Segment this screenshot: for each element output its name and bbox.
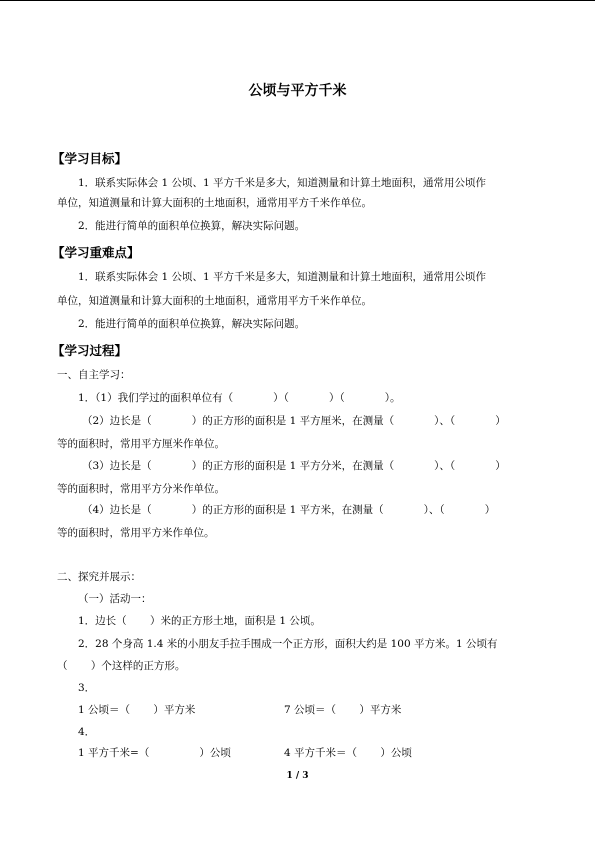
key-points-line-1: 1．联系实际体会 1 公顷、1 平方千米是多大，知道测量和计算土地面积，通常用公顷作: [78, 271, 487, 283]
part1-q4-line-2: 等的面积时，常用平方米作单位。: [57, 527, 215, 539]
goals-line-2: 单位，知道测量和计算大面积的土地面积，通常用平方千米作单位。: [57, 197, 372, 209]
part2-item-2-line-1: 2．28 个身高 1.4 米的小朋友手拉手围成一个正方形，面积大约是 100 平方米。1 公顷有: [78, 638, 498, 650]
section-heading-key-points: 【学习重难点】: [52, 245, 140, 260]
page-top-border: [0, 0, 595, 1]
part2-title: 二、探究并展示：: [57, 571, 141, 583]
part2-item-3-right: 7 公顷＝（ ）平方米: [284, 704, 402, 716]
key-points-line-2: 单位，知道测量和计算大面积的土地面积，通常用平方千米作单位。: [57, 295, 372, 307]
part2-item-4-label: 4．: [78, 726, 96, 738]
document-title: 公顷与平方千米: [248, 83, 347, 99]
key-points-line-3: 2．能进行简单的面积单位换算，解决实际问题。: [78, 318, 306, 330]
part2-activity-label: （一）活动一：: [78, 593, 152, 605]
part1-q3-line-2: 等的面积时，常用平方分米作单位。: [57, 483, 225, 495]
part2-item-2-line-2: （ ）个这样的正方形。: [57, 660, 186, 672]
part2-item-3-label: 3．: [78, 682, 96, 694]
goals-line-3: 2．能进行简单的面积单位换算，解决实际问题。: [78, 220, 306, 232]
part2-item-4-right: 4 平方千米＝（ ）公顷: [284, 747, 412, 759]
goals-line-1: 1．联系实际体会 1 公顷、1 平方千米是多大，知道测量和计算土地面积，通常用公顷作: [78, 177, 487, 189]
part2-item-1: 1．边长（ ）米的正方形土地，面积是 1 公顷。: [78, 615, 321, 627]
part2-item-3-left: 1 公顷＝（ ）平方米: [78, 704, 196, 716]
part1-q3-line-1: （3）边长是（ ）的正方形的面积是 1 平方分米，在测量（ ）、（ ）: [82, 460, 506, 472]
part1-q4-line-1: （4）边长是（ ）的正方形的面积是 1 平方米，在测量（ ）、（ ）: [82, 504, 496, 516]
part2-item-4-left: 1 平方千米=（ ）公顷: [78, 747, 231, 759]
section-heading-process: 【学习过程】: [52, 343, 128, 358]
page-number: 1 / 3: [286, 771, 309, 781]
section-heading-goals: 【学习目标】: [52, 151, 128, 166]
part1-q1: 1．（1）我们学过的面积单位有（ ）（ ）（ ）。: [78, 392, 401, 404]
part1-q2-line-1: （2）边长是（ ）的正方形的面积是 1 平方厘米，在测量（ ）、（ ）: [82, 415, 506, 427]
part1-title: 一、自主学习：: [57, 369, 131, 381]
part1-q2-line-2: 等的面积时，常用平方厘米作单位。: [57, 438, 225, 450]
